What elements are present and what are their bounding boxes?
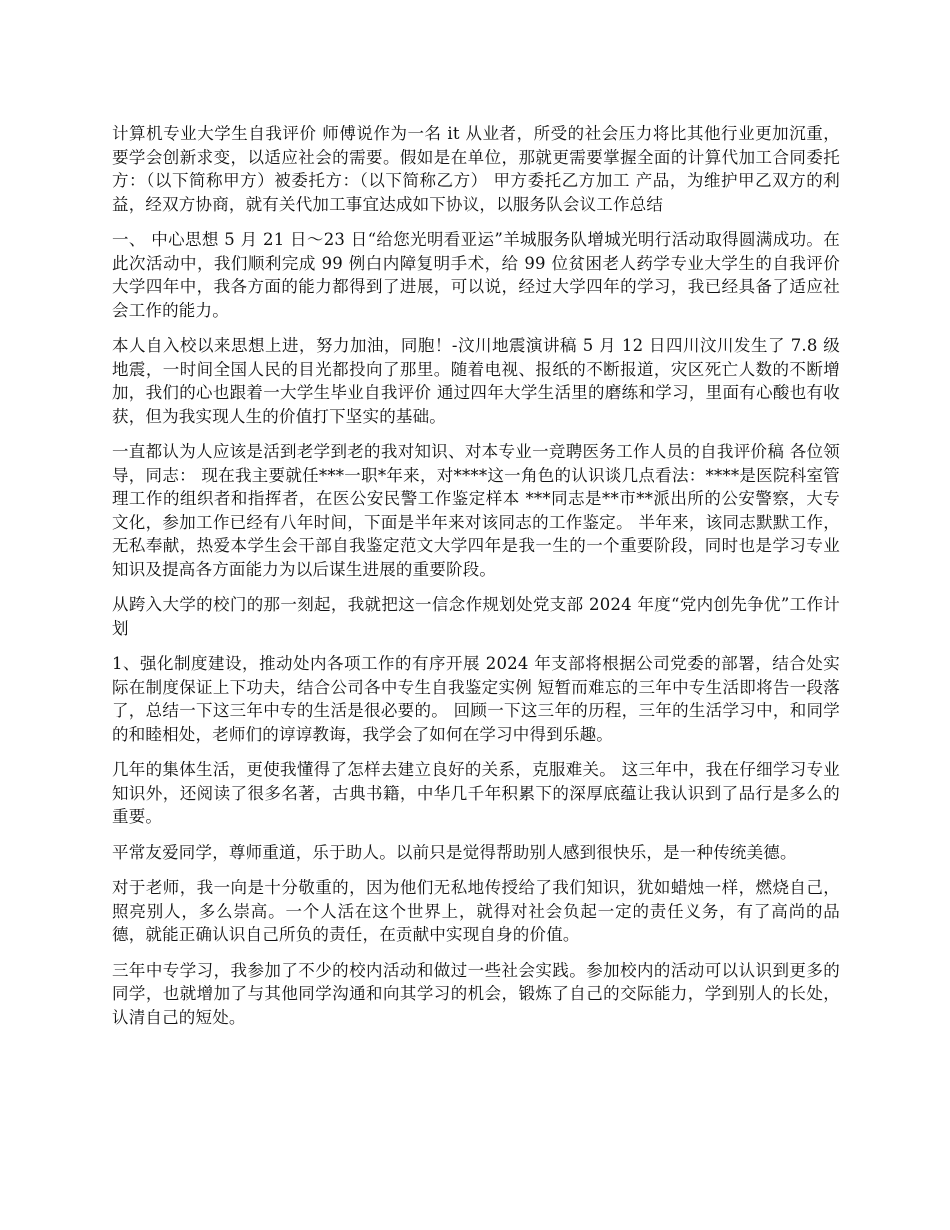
paragraph-4: 一直都认为人应该是活到老学到老的我对知识、对本专业一竞聘医务工作人员的自我评价稿 各位领导，同志： 现在我主要就任***一职*年来，对****这一角色的认识谈几点看法：****是医院科室管理工作的组织者和指挥者，在医公安民警工作鉴定样本 ***同志是**市**派出所的公安警察，大专文化，参加工作已经有八年时间，下面是半年来对该同志的工作鉴定。 半年来，该同志默默工作，无私奉献，热爱本学生会干部自我鉴定范文大学四年是我一生的一个重要阶段，同时也是学习专业知识及提高各方面能力为以后谋生进展的重要阶段。 bbox=[112, 442, 840, 579]
paragraph-8: 平常友爱同学，尊师重道，乐于助人。以前只是觉得帮助别人感到很快乐，是一种传统美德。 bbox=[112, 842, 797, 862]
paragraph-3: 本人自入校以来思想上进，努力加油，同胞！-汶川地震演讲稿 5 月 12 日四川汶川发生了 7.8 级地震，一时间全国人民的目光都投向了那里。随着电视、报纸的不断报道，灾区死亡人数的不断增加，我们的心也跟着一大学生毕业自我评价 通过四年大学生活里的磨练和学习，里面有心酸也有收获，但为我实现人生的价值打下坚实的基础。 bbox=[112, 336, 840, 426]
paragraph-5: 从跨入大学的校门的那一刻起，我就把这一信念作规划处党支部 2024 年度“党内创先争优”工作计划 bbox=[112, 595, 840, 638]
paragraph-6: 1、强化制度建设，推动处内各项工作的有序开展 2024 年支部将根据公司党委的部署，结合处实际在制度保证上下功夫，结合公司各中专生自我鉴定实例 短暂而难忘的三年中专生活即将告一段落了，总结一下这三年中专的生活是很必要的。 回顾一下这三年的历程，三年的生活学习中，和同学的和睦相处，老师们的谆谆教诲，我学会了如何在学习中得到乐趣。 bbox=[112, 654, 840, 744]
paragraph-1: 计算机专业大学生自我评价 师傅说作为一名 it 从业者，所受的社会压力将比其他行业更加沉重，要学会创新求变，以适应社会的需要。假如是在单位，那就更需要掌握全面的计算代加工合同委托方：（以下简称甲方）被委托方：（以下简称乙方） 甲方委托乙方加工 产品，为维护甲乙双方的利益，经双方协商，就有关代加工事宜达成如下协议，以服务队会议工作总结 bbox=[112, 124, 840, 214]
document-body bbox=[112, 122, 840, 1041]
paragraph-2: 一、 中心思想 5 月 21 日～23 日“给您光明看亚运”羊城服务队增城光明行活动取得圆满成功。在此次活动中，我们顺利完成 99 例白内障复明手术，给 99 位贫困老人药学专业大学生的自我评价 大学四年中，我各方面的能力都得到了进展，可以说，经过大学四年的学习，我已经具备了适应社会工作的能力。 bbox=[112, 230, 840, 320]
paragraph-7: 几年的集体生活，更使我懂得了怎样去建立良好的关系，克服难关。 这三年中，我在仔细学习专业知识外，还阅读了很多名著，古典书籍，中华几千年积累下的深厚底蕴让我认识到了品行是多么的重要。 bbox=[112, 760, 840, 826]
paragraph-10: 三年中专学习，我参加了不少的校内活动和做过一些社会实践。参加校内的活动可以认识到更多的同学，也就增加了与其他同学沟通和向其学习的机会，锻炼了自己的交际能力，学到别人的长处，认清自己的短处。 bbox=[112, 960, 840, 1027]
paragraph-9: 对于老师，我一向是十分敬重的，因为他们无私地传授给了我们知识，犹如蜡烛一样，燃烧自己，照亮别人，多么崇高。一个人活在这个世界上，就得对社会负起一定的责任义务，有了高尚的品德，就能正确认识自己所负的责任，在贡献中实现自身的价值。 bbox=[112, 878, 840, 944]
